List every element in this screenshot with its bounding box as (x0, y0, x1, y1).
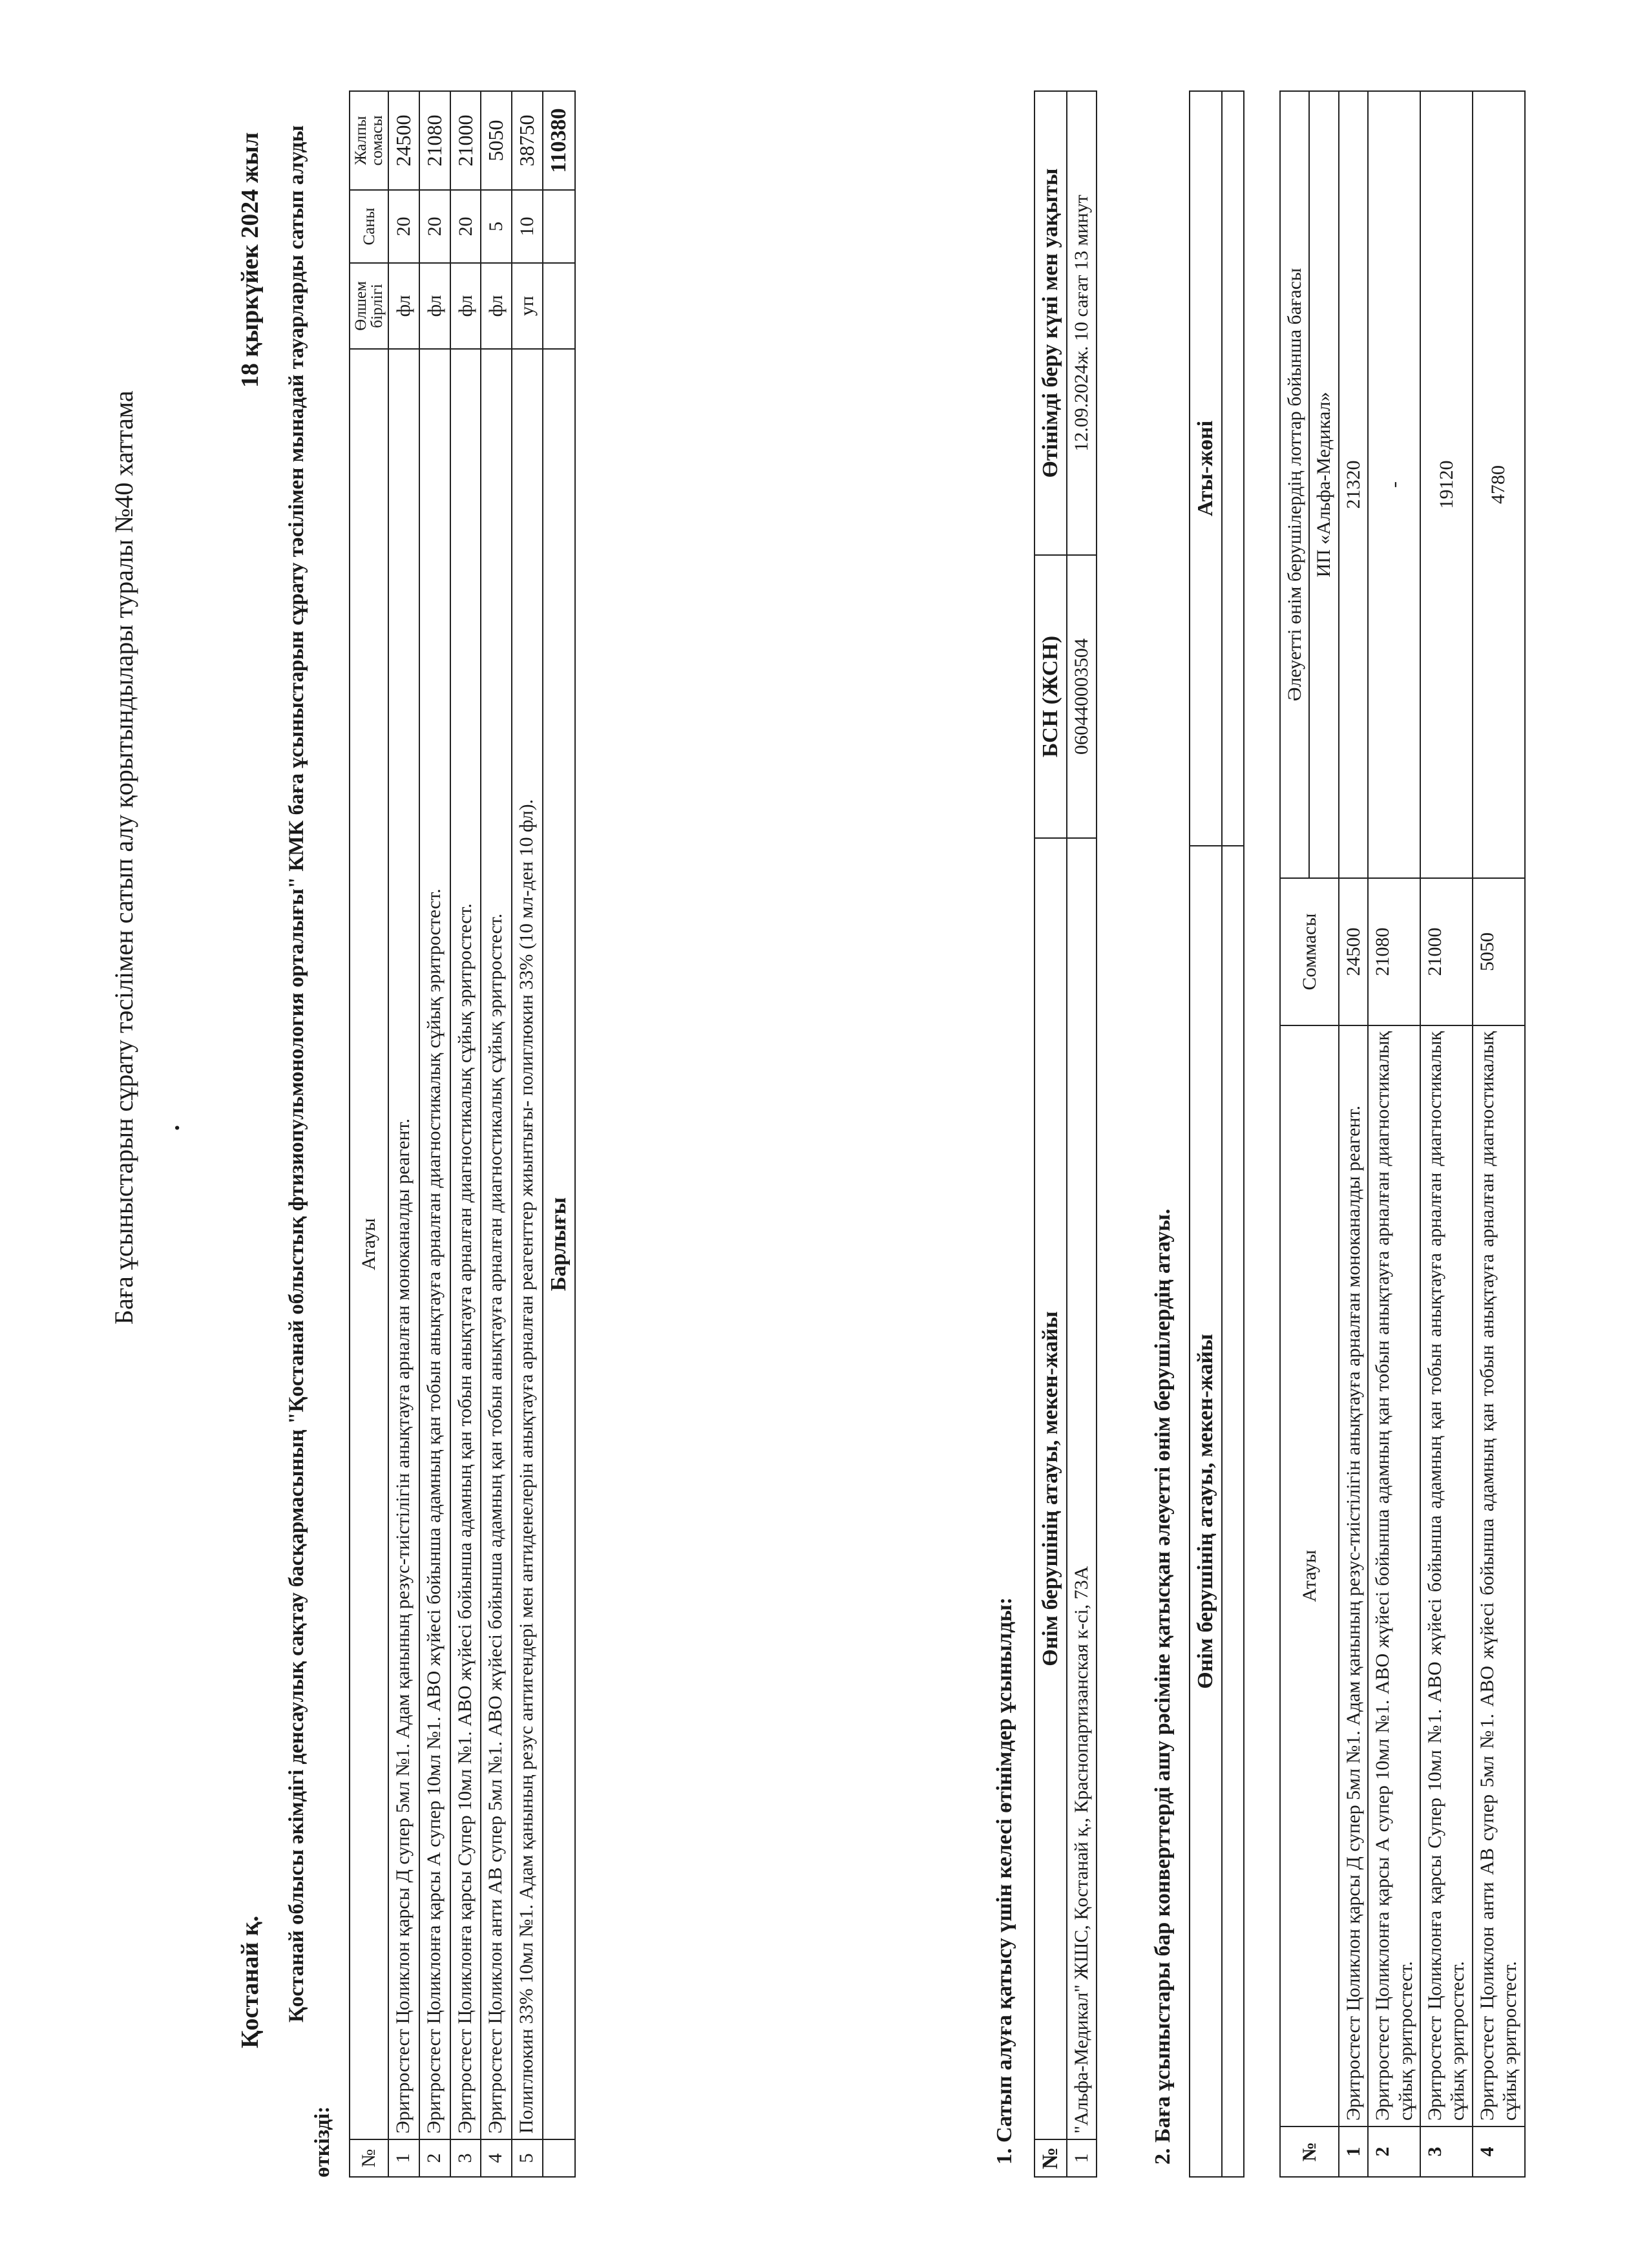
row-name: Эритростест Цоликлон қарсы Д супер 5мл №1. Адам қанының резус-тиістілігін анықтауға арналған моноканалды реагент. (1339, 1025, 1368, 2126)
row-qty: 20 (388, 190, 419, 263)
document-date: 18 қыркүйек 2024 жыл (236, 132, 264, 388)
header-price-group: Әлеуетті өнім берушілердің лоттар бойынша бағасы (1280, 91, 1309, 878)
row-no: 3 (450, 2139, 481, 2177)
row-qty: 20 (450, 190, 481, 263)
row-sum: 21000 (450, 91, 481, 190)
row-no: 2 (419, 2139, 450, 2177)
section2-heading: 2. Баға ұсыныстары бар конверттерді ашу рәсіміне қатысқан әлеуетті өнім берушілердің атауы. (1151, 1208, 1175, 2165)
row-name: Эритростест Цоликлон анти АВ супер 5мл №1. АВО жүйесі бойынша адамның қан тобын анықтауға арналған диагностикалық сұйық эритростест. (1473, 1025, 1525, 2126)
city: Қостанай қ. (236, 1915, 264, 2048)
table-row (1368, 91, 1420, 2177)
document-title: Баға ұсыныстарын сұрату тәсілімен сатып алу қорытындылары туралы №40 хаттама (109, 390, 138, 1325)
row-name: Эритростест Цоликлонға қарсы Супер 10мл №1. АВО жүйесі бойынша адамның қан тобын анықтауға арналған диагностикалық сұйық эритростест. (450, 349, 481, 2139)
row-no: 4 (481, 2139, 512, 2177)
row-sum: 21080 (419, 91, 450, 190)
header-person: Аты-жөні (1190, 91, 1222, 846)
row-name: Эритростест Цоликлон қарсы Д супер 5мл №1. Адам қанының резус-тиістілігін анықтауға арналған моноканалды реагент. (388, 349, 419, 2139)
empty-cell (1222, 846, 1244, 2177)
table-row (450, 91, 481, 2177)
row-unit: уп (512, 263, 543, 349)
row-sum: 24500 (388, 91, 419, 190)
total-empty-cell (543, 2139, 575, 2177)
table-row (1339, 91, 1368, 2177)
row-no: 1 (1067, 2139, 1096, 2177)
row-price: 21320 (1339, 91, 1368, 878)
header-sum: Соммасы (1280, 878, 1339, 1025)
row-no: 3 (1420, 2126, 1473, 2177)
table-row (1067, 91, 1096, 2177)
row-name: Эритростест Цоликлонға қарсы А супер 10мл №1. АВО жүйесі бойынша адамның қан тобын анықтауға арналған диагностикалық сұйық эритростест. (419, 349, 450, 2139)
row-no: 1 (1339, 2126, 1368, 2177)
empty-cell (1222, 91, 1244, 846)
row-sum: 21000 (1420, 878, 1473, 1025)
row-unit: фл (450, 263, 481, 349)
table-row (1222, 91, 1244, 2177)
total-label: Барлығы (543, 349, 575, 2139)
header-no: № (1280, 2126, 1339, 2177)
row-unit: фл (481, 263, 512, 349)
stray-mark: • (168, 1124, 187, 1131)
rotated-document (90, 26, 1615, 2203)
row-no: 4 (1473, 2126, 1525, 2177)
header-sum: Жалпы сомасы (350, 91, 388, 190)
header-supplier: ИП «Альфа-Медикал» (1309, 91, 1338, 878)
row-name: Эритростест Цоликлонға қарсы Супер 10мл №1. АВО жүйесі бойынша адамның қан тобын анықтауға арналған диагностикалық сұйық эритростест. (1420, 1025, 1473, 2126)
applications-table (1034, 90, 1097, 2178)
section1-heading: 1. Сатып алуға қатысу үшін келесі өтінімдер ұсынылды: (993, 1597, 1016, 2165)
row-qty: 5 (481, 190, 512, 263)
row-no: 1 (388, 2139, 419, 2177)
header-qty: Саны (350, 190, 388, 263)
table-row (1420, 91, 1473, 2177)
header-no: № (1035, 2139, 1067, 2177)
header-supplier: Өнім берушінің атауы, мекен-жайы (1035, 838, 1067, 2139)
row-sum: 24500 (1339, 878, 1368, 1025)
header-datetime: Өтінімді беру күні мен уақыты (1035, 91, 1067, 555)
row-no: 5 (512, 2139, 543, 2177)
prices-table (1279, 90, 1526, 2178)
row-no: 2 (1368, 2126, 1420, 2177)
intro-paragraph: Қостанай облысы әкімдігі денсаулық сақтау басқармасының "Қостанай облыстық фтизиопульмонология орталығы" КМК баға ұсыныстарын сұрату тәсілімен мынадай тауарларды сатып алуды өткізді: (285, 125, 334, 2178)
total-value: 110380 (543, 91, 575, 190)
total-empty-cell (543, 190, 575, 263)
header-bin: БСН (ЖСН) (1035, 555, 1067, 838)
row-sum: 38750 (512, 91, 543, 190)
row-name: Эритростест Цоликлон анти АВ супер 5мл №1. АВО жүйесі бойынша адамның қан тобын анықтауға арналған диагностикалық сұйық эритростест. (481, 349, 512, 2139)
row-unit: фл (388, 263, 419, 349)
table-row (419, 91, 450, 2177)
table-row (512, 91, 543, 2177)
items-table-header (350, 91, 388, 2177)
row-name: Эритростест Цоликлонға қарсы А супер 10мл №1. АВО жүйесі бойынша адамның қан тобын анықтауға арналған диагностикалық сұйық эритростест. (1368, 1025, 1420, 2126)
row-price: 4780 (1473, 91, 1525, 878)
header-no: № (350, 2139, 388, 2177)
row-sum: 21080 (1368, 878, 1420, 1025)
header-name: Атауы (1280, 1025, 1339, 2126)
header-supplier: Өнім берушінің атауы, мекен-жайы (1190, 846, 1222, 2177)
participants-header (1190, 91, 1222, 2177)
prices-header-1 (1280, 91, 1309, 2177)
row-price: 19120 (1420, 91, 1473, 878)
total-empty-cell (543, 263, 575, 349)
header-unit: Өлшем бірлігі (350, 263, 388, 349)
participants-table (1189, 90, 1245, 2178)
row-unit: фл (419, 263, 450, 349)
row-sum: 5050 (481, 91, 512, 190)
row-supplier: "Альфа-Медикал" ЖШС, Қостанай қ., Краснопартизанская к-сі, 73А (1067, 838, 1096, 2139)
table-row (1473, 91, 1525, 2177)
row-datetime: 12.09.2024ж. 10 сағат 13 минут (1067, 91, 1096, 555)
row-name: Полиглюкин 33% 10мл №1. Адам қанының резус антигендері мен антиденелерін анықтауға арналған реагенттер жиынтығы- полиглюкин 33% (10 мл-ден 10 фл). (512, 349, 543, 2139)
row-sum: 5050 (1473, 878, 1525, 1025)
row-qty: 20 (419, 190, 450, 263)
table-row (388, 91, 419, 2177)
row-price: - (1368, 91, 1420, 878)
row-bin: 060440003504 (1067, 555, 1096, 838)
applications-header (1035, 91, 1067, 2177)
table-row (481, 91, 512, 2177)
row-qty: 10 (512, 190, 543, 263)
header-name: Атауы (350, 349, 388, 2139)
items-table (349, 90, 576, 2178)
total-row (543, 91, 575, 2177)
